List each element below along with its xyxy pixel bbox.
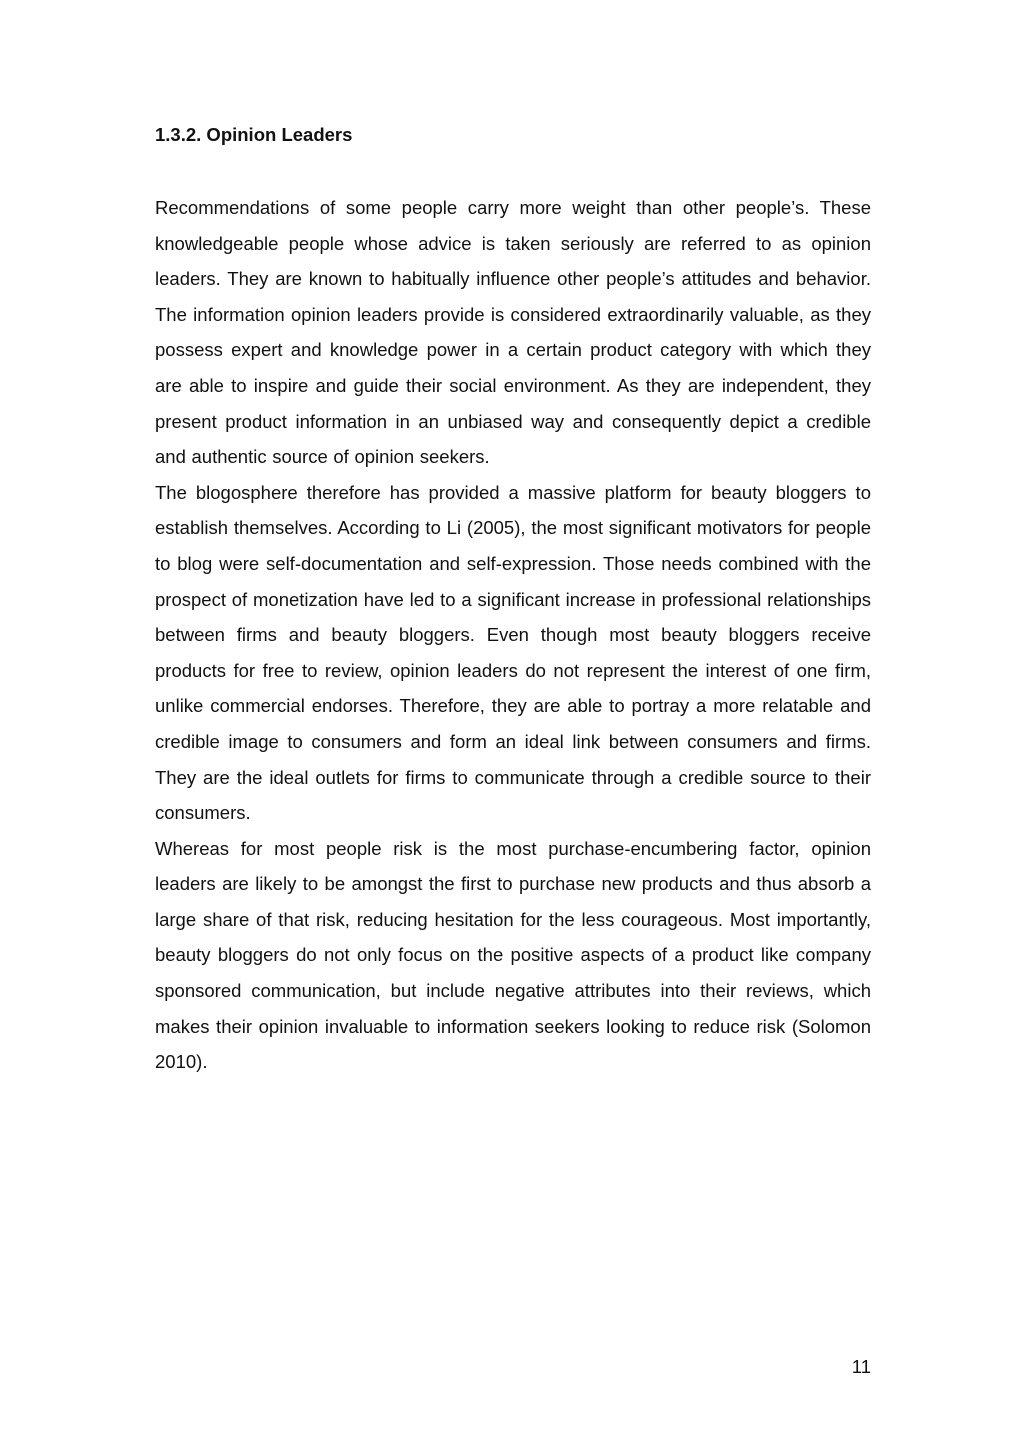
body-text [155,190,871,1080]
paragraph-risk: Whereas for most people risk is the most purchase-encumbering factor, opinion leaders are likely to be amongst the first to purchase new products and thus absorb a large share of that risk, reducing hesitation for the less courageous. Most importantly, beauty bloggers do not only focus on the positive aspects of a product like company sponsored communication, but include negative attributes into their reviews, which makes their opinion invaluable to information seekers looking to reduce risk (Solomon 2010). [155,837,871,1073]
section-heading: 1.3.2. Opinion Leaders [155,124,353,145]
paragraph-opinion-leaders-definition: Recommendations of some people carry more weight than other people’s. These knowledgeable people whose advice is taken seriously are referred to as opinion leaders. They are known to habitually influence other people’s attitudes and behavior. The information opinion leaders provide is considered extraordinarily valuable, as they possess expert and knowledge power in a certain product category with which they are able to inspire and guide their social environment. As they are independent, they present product information in an unbiased way and consequently depict a credible and authentic source of opinion seekers. [155,197,871,468]
paragraph-blogosphere: The blogosphere therefore has provided a massive platform for beauty bloggers to establish themselves. According to Li (2005), the most significant motivators for people to blog were self-documentation and self-expression. Those needs combined with the prospect of monetization have led to a significant increase in professional relationships between firms and beauty bloggers. Even though most beauty bloggers receive products for free to review, opinion leaders do not represent the interest of one firm, unlike commercial endorses. Therefore, they are able to portray a more relatable and credible image to consumers and form an ideal link between consumers and firms. They are the ideal outlets for firms to communicate through a credible source to their consumers. [155,481,871,824]
page-number: 11 [851,1356,871,1377]
